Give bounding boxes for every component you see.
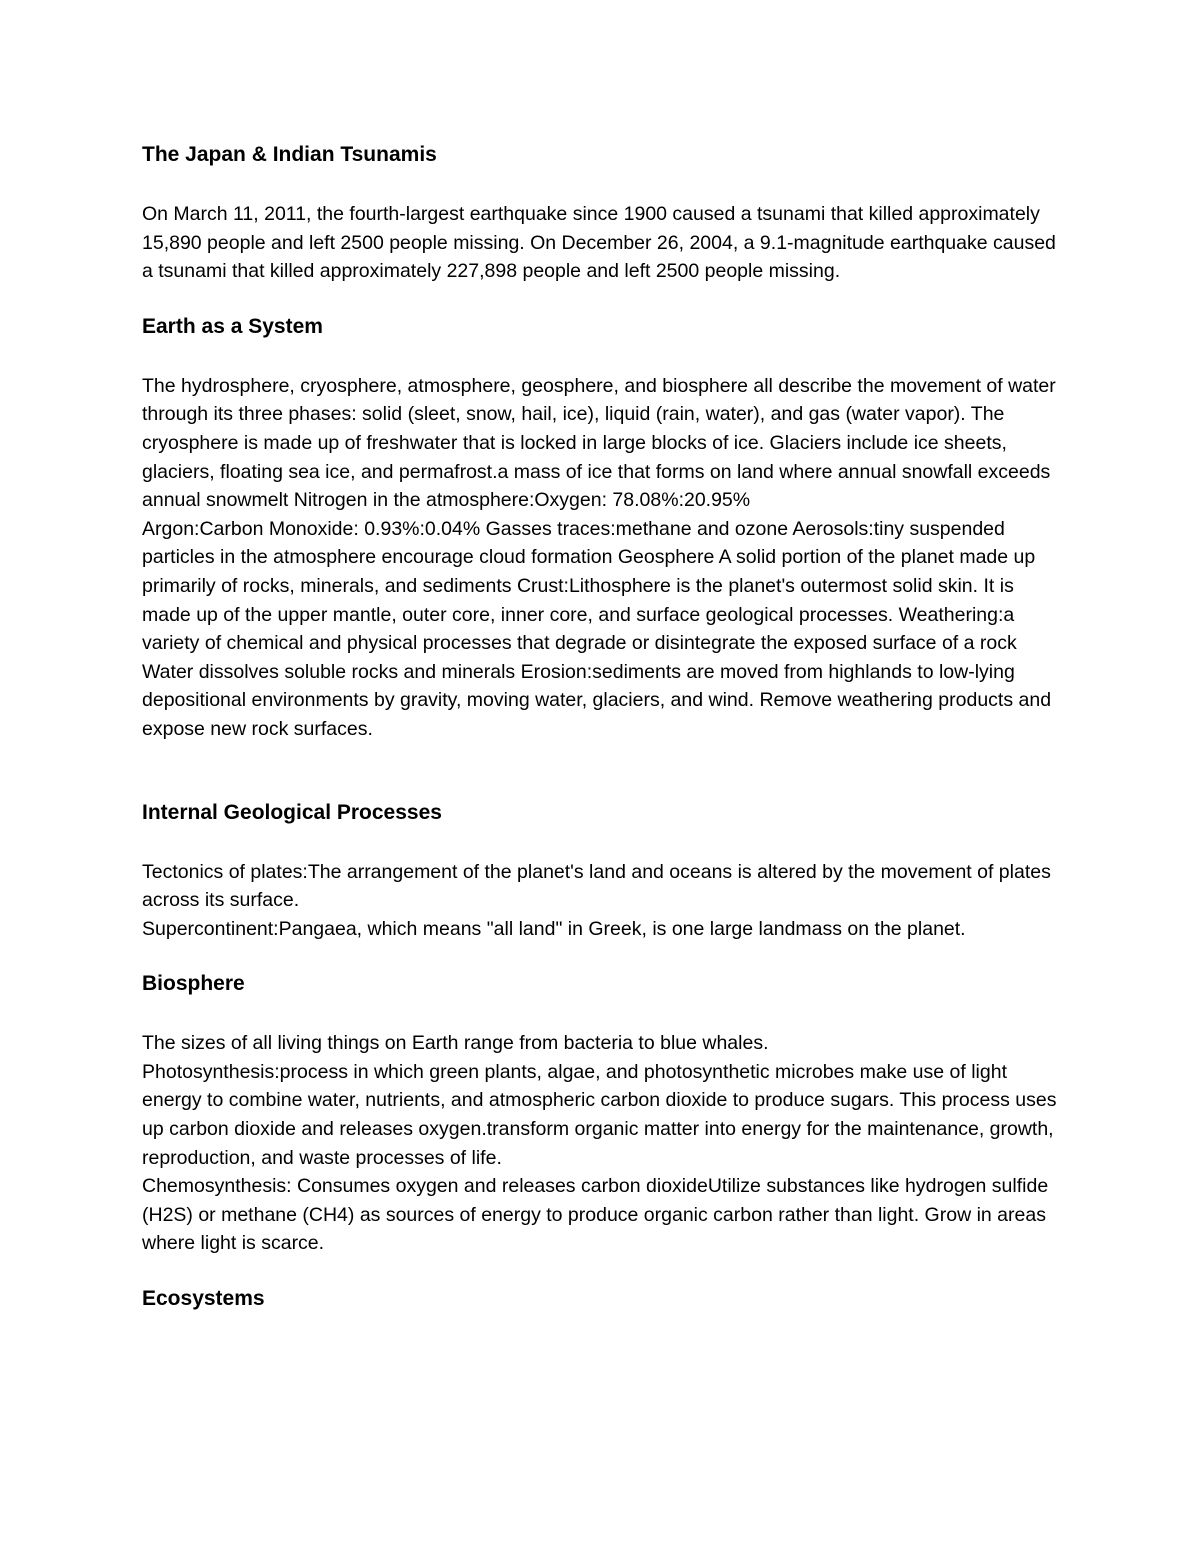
section-heading-ecosystems: Ecosystems (142, 1287, 265, 1311)
section-body-biosphere (142, 1029, 1062, 1258)
section-heading-biosphere: Biosphere (142, 972, 245, 996)
paragraph: The sizes of all living things on Earth range from bacteria to blue whales. (142, 1032, 769, 1055)
section-heading-earth-system: Earth as a System (142, 314, 323, 338)
section-heading-tsunamis: The Japan & Indian Tsunamis (142, 143, 437, 166)
section-heading-internal-processes: Internal Geological Processes (142, 800, 442, 824)
document-body (142, 140, 1062, 1314)
paragraph: Chemosynthesis: Consumes oxygen and releases carbon dioxideUtilize substances like hydrogen sulfide (H2S) or methane (CH4) as sources of energy to produce organic carbon rather than light. Grow in areas where light is scarce. (142, 1175, 1049, 1255)
paragraph: Supercontinent:Pangaea, which means "all land" in Greek, is one large landmass on the planet. (142, 917, 966, 940)
paragraph: Photosynthesis:process in which green plants, algae, and photosynthetic microbes make use of light energy to combine water, nutrients, and atmospheric carbon dioxide to produce sugars. This process uses up carbon dioxide and releases oxygen.transform organic matter into energy for the maintenance, growth, reproduction, and waste processes of life. (142, 1060, 1057, 1169)
paragraph: On March 11, 2011, the fourth-largest earthquake since 1900 caused a tsunami that killed approximately 15,890 people and left 2500 people missing. On December 26, 2004, a 9.1-magnitude earthquake caused a tsunami that killed approximately 227,898 people and left 2500 people missing. (142, 203, 1056, 283)
paragraph: Argon:Carbon Monoxide: 0.93%:0.04% Gasses traces:methane and ozone Aerosols:tiny suspended particles in the atmosphere encourage cloud formation Geosphere A solid portion of the planet made up primarily of rocks, minerals, and sediments Crust:Lithosphere is the planet's outermost solid skin. It is made up of the upper mantle, outer core, inner core, and surface geological processes. Weathering:a variety of chemical and physical processes that degrade or disintegrate the exposed surface of a rock Water dissolves soluble rocks and minerals Erosion:sediments are moved from highlands to low-lying depositional environments by gravity, moving water, glaciers, and wind. Remove weathering products and expose new rock surfaces. (142, 517, 1052, 740)
section-body-internal-processes (142, 858, 1062, 944)
paragraph: The hydrosphere, cryosphere, atmosphere, geosphere, and biosphere all describe the movement of water through its three phases: solid (sleet, snow, hail, ice), liquid (rain, water), and gas (water vapor). The cryosphere is made up of freshwater that is locked in large blocks of ice. Glaciers include ice sheets, glaciers, floating sea ice, and permafrost.a mass of ice that forms on land where annual snowfall exceeds annual snowmelt Nitrogen in the atmosphere:Oxygen: 78.08%:20.95% (142, 374, 1056, 512)
section-body-earth-system (142, 372, 1062, 744)
paragraph: Tectonics of plates:The arrangement of the planet's land and oceans is altered by the movement of plates across its surface. (142, 860, 1051, 912)
section-body-tsunamis (142, 200, 1062, 286)
